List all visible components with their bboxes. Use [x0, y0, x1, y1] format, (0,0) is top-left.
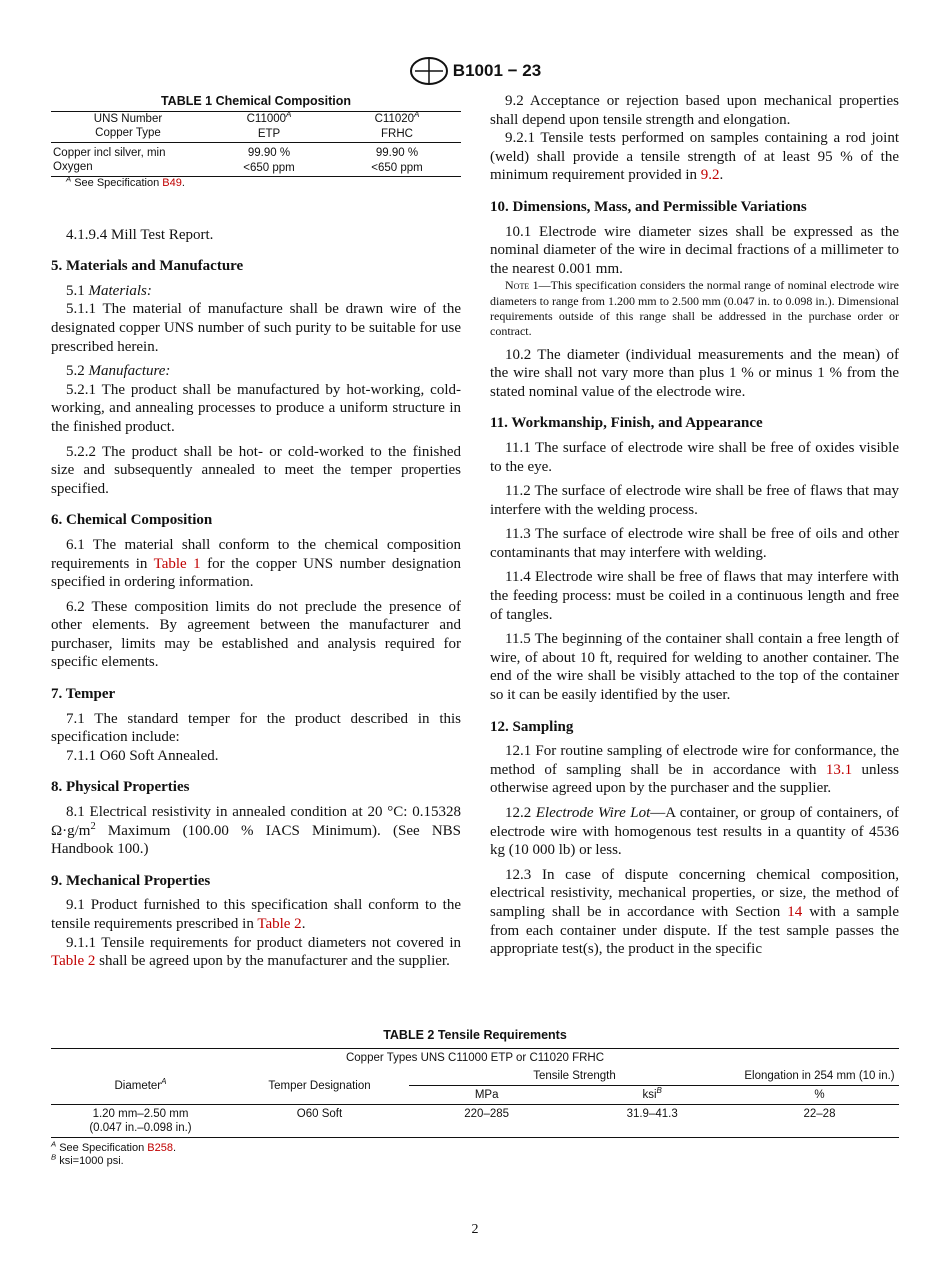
- page-number: 2: [471, 1222, 479, 1237]
- table-2-footnote-b: $^B$ ksi=1000 psi.: [51, 1152, 124, 1167]
- table-1-footnote: $^A$ See Specification B49.: [66, 173, 185, 189]
- table-1-caption: TABLE 1 Chemical Composition: [160, 94, 352, 108]
- para-5-2-2: 5.2.2 The product shall be hot- or cold-worked to the finished size and subsequently annealed to meet the temper properties specified.: [51, 443, 461, 497]
- para-5-1: 5.1 Materials:: [66, 282, 152, 299]
- para-8-1: 8.1 Electrical resistivity in annealed condition at 20 °C: 0.15328 $\Omega\cdot g/m^2$ Maximum (100.00 % IACS Minimum). (See NBS Handbook 100.): [51, 804, 461, 858]
- para-11-2: 11.2 The surface of electrode wire shall be free of flaws that may interfere with the welding process.: [490, 483, 899, 518]
- para-6-1: 6.1 The material shall conform to the chemical composition requirements in Table 1 for the copper UNS number designation specified in ordering information.: [51, 536, 461, 591]
- section-11-heading: 11. Workmanship, Finish, and Appearance: [490, 415, 763, 432]
- table-2-grid: [51, 1048, 899, 1138]
- page-header: [0, 56, 950, 86]
- right-column: [490, 92, 899, 959]
- table-2-caption: TABLE 2 Tensile Requirements: [383, 1028, 567, 1042]
- para-12-1: 12.1 For routine sampling of electrode wire for conformance, the method of sampling shall be in accordance with 13.1 unless otherwise agreed upon by the purchaser and the supplier.: [490, 743, 900, 797]
- link-b49[interactable]: B49: [162, 176, 182, 189]
- astm-logo-icon: [409, 56, 449, 86]
- link-b258[interactable]: B258: [147, 1142, 173, 1154]
- table-2-header-cell: Temper Designation: [230, 1067, 409, 1105]
- table-1-header-cell: $C11000^A$: [246, 109, 292, 125]
- section-12-heading: 12. Sampling: [490, 718, 574, 735]
- para-11-4: 11.4 Electrode wire shall be free of flaws that may interfere with the feeding process: must be coiled in a continuous length and free of tangles.: [490, 569, 899, 623]
- para-12-2: 12.2 Electrode Wire Lot—A container, or group of containers, of electrode wire with homogenous test results in a quantity of 4536 kg (10 000 lb) or less.: [490, 805, 899, 859]
- table-2-span-header: Copper Types UNS C11000 ETP or C11020 FRHC: [345, 1052, 605, 1064]
- para-7-1-1: 7.1.1 O60 Soft Annealed.: [66, 747, 219, 764]
- section-7-heading: 7. Temper: [51, 686, 116, 703]
- para-9-1-1: 9.1.1 Tensile requirements for product diameters not covered in Table 2 shall be agreed upon by the manufacturer and the supplier.: [51, 934, 461, 970]
- para-4-1-9-4: 4.1.9.4 Mill Test Report.: [66, 226, 214, 243]
- para-5-2: 5.2 Manufacture:: [66, 363, 171, 380]
- section-6-heading: 6. Chemical Composition: [51, 512, 213, 529]
- table-2-header-cell: Diameter$^A$: [51, 1067, 230, 1105]
- table-row: Copper incl silver, min 99.90 % 99.90 %: [53, 146, 419, 159]
- section-8-heading: 8. Physical Properties: [51, 779, 190, 796]
- table-row: 1.20 mm–2.50 mm (0.047 in.–0.098 in.) O60 Soft 220–285 31.9–41.3 22–28: [51, 1105, 899, 1138]
- left-column: [51, 92, 461, 971]
- table-1: [51, 92, 461, 190]
- para-11-5: 11.5 The beginning of the container shall contain a free length of wire, of about 10 ft, required for welding to another container. The end of the wire shall be visibly attached to the top of the container so it can be easily identified by the user.: [490, 631, 899, 704]
- table-1-grid: [51, 111, 461, 177]
- para-9-2: 9.2 Acceptance or rejection based upon mechanical properties shall depend upon tensile strength and elongation.: [490, 93, 899, 128]
- link-table-2[interactable]: Table 2: [51, 953, 96, 970]
- table-row: Oxygen <650 ppm <650 ppm: [51, 160, 461, 177]
- table-1-header-cell: ETP: [257, 127, 281, 140]
- table-1-header-cell: Copper Type: [95, 126, 161, 139]
- para-11-3: 11.3 The surface of electrode wire shall be free of oils and other contaminants that may interfere with welding.: [490, 526, 899, 561]
- table-2-unit-cell: %: [814, 1089, 825, 1101]
- section-5-heading: 5. Materials and Manufacture: [51, 258, 244, 275]
- para-9-2-1: 9.2.1 Tensile tests performed on samples containing a rod joint (weld) shall provide a tensile strength of at least 95 % of the minimum requirement provided in 9.2.: [490, 130, 899, 184]
- para-9-1: 9.1 Product furnished to this specification shall conform to the tensile requirements prescribed in Table 2.: [51, 897, 461, 932]
- table-2: [51, 1028, 899, 1168]
- table-1-header-cell: $C11020^A$: [374, 109, 420, 125]
- link-9-2[interactable]: 9.2: [700, 167, 720, 184]
- table-2-unit-cell: ksi$^B$: [642, 1086, 662, 1101]
- table-2-unit-cell: MPa: [474, 1089, 499, 1101]
- link-table-1[interactable]: Table 1: [153, 555, 201, 572]
- section-9-heading: 9. Mechanical Properties: [51, 872, 211, 889]
- link-section-14[interactable]: 14: [787, 903, 803, 920]
- link-13-1[interactable]: 13.1: [825, 761, 853, 778]
- para-6-2: 6.2 These composition limits do not preclude the presence of other elements. By agreement between the manufacturer and purchaser, limits may be established and analysis required for specific elements.: [51, 598, 461, 671]
- table-2-footnote-a: $^A$ See Specification B258.: [51, 1139, 177, 1154]
- section-10-heading: 10. Dimensions, Mass, and Permissible Variations: [490, 198, 807, 215]
- designation: B1001 − 23: [452, 61, 542, 80]
- table-1-header-cell: UNS Number: [93, 112, 163, 125]
- para-10-1: 10.1 Electrode wire diameter sizes shall be expressed as the nominal diameter of the wire in decimal fractions of a millimeter to the nearest 0.001 mm.: [490, 223, 899, 277]
- para-12-3: 12.3 In case of dispute concerning chemical composition, electrical resistivity, mechanical properties, or size, the method of sampling shall be in accordance with Section 14 with a sample from each container under dispute. If the test sample passes the appropriate test(s), the product in the specific: [490, 866, 899, 958]
- table-2-header-cell: Elongation in 254 mm (10 in.): [740, 1067, 899, 1086]
- table-1-header-cell: FRHC: [381, 127, 413, 140]
- para-10-2: 10.2 The diameter (individual measurements and the mean) of the wire shall not vary more than plus 1 % or minus 1 % from the stated nominal value of the electrode wire.: [490, 346, 899, 400]
- note-1: Note 1—This specification considers the normal range of nominal electrode wire diameters to range from 1.200 mm to 2.500 mm (0.047 in. to 0.098 in.). Dimensional requirements outside of this range shall be addressed in the purchase order or contract.: [490, 278, 899, 339]
- table-2-header-cell: Tensile Strength: [409, 1067, 740, 1086]
- link-table-2[interactable]: Table 2: [257, 916, 302, 932]
- para-5-1-1: 5.1.1 The material of manufacture shall be drawn wire of the designated copper UNS number of such purity to be suitable for use prescribed herein.: [51, 301, 461, 355]
- para-5-2-1: 5.2.1 The product shall be manufactured by hot-working, cold-working, and annealing processes to produce a uniform structure in the finished product.: [51, 381, 461, 435]
- para-7-1: 7.1 The standard temper for the product described in this specification include:: [51, 710, 461, 746]
- para-11-1: 11.1 The surface of electrode wire shall be free of oxides visible to the eye.: [490, 439, 899, 475]
